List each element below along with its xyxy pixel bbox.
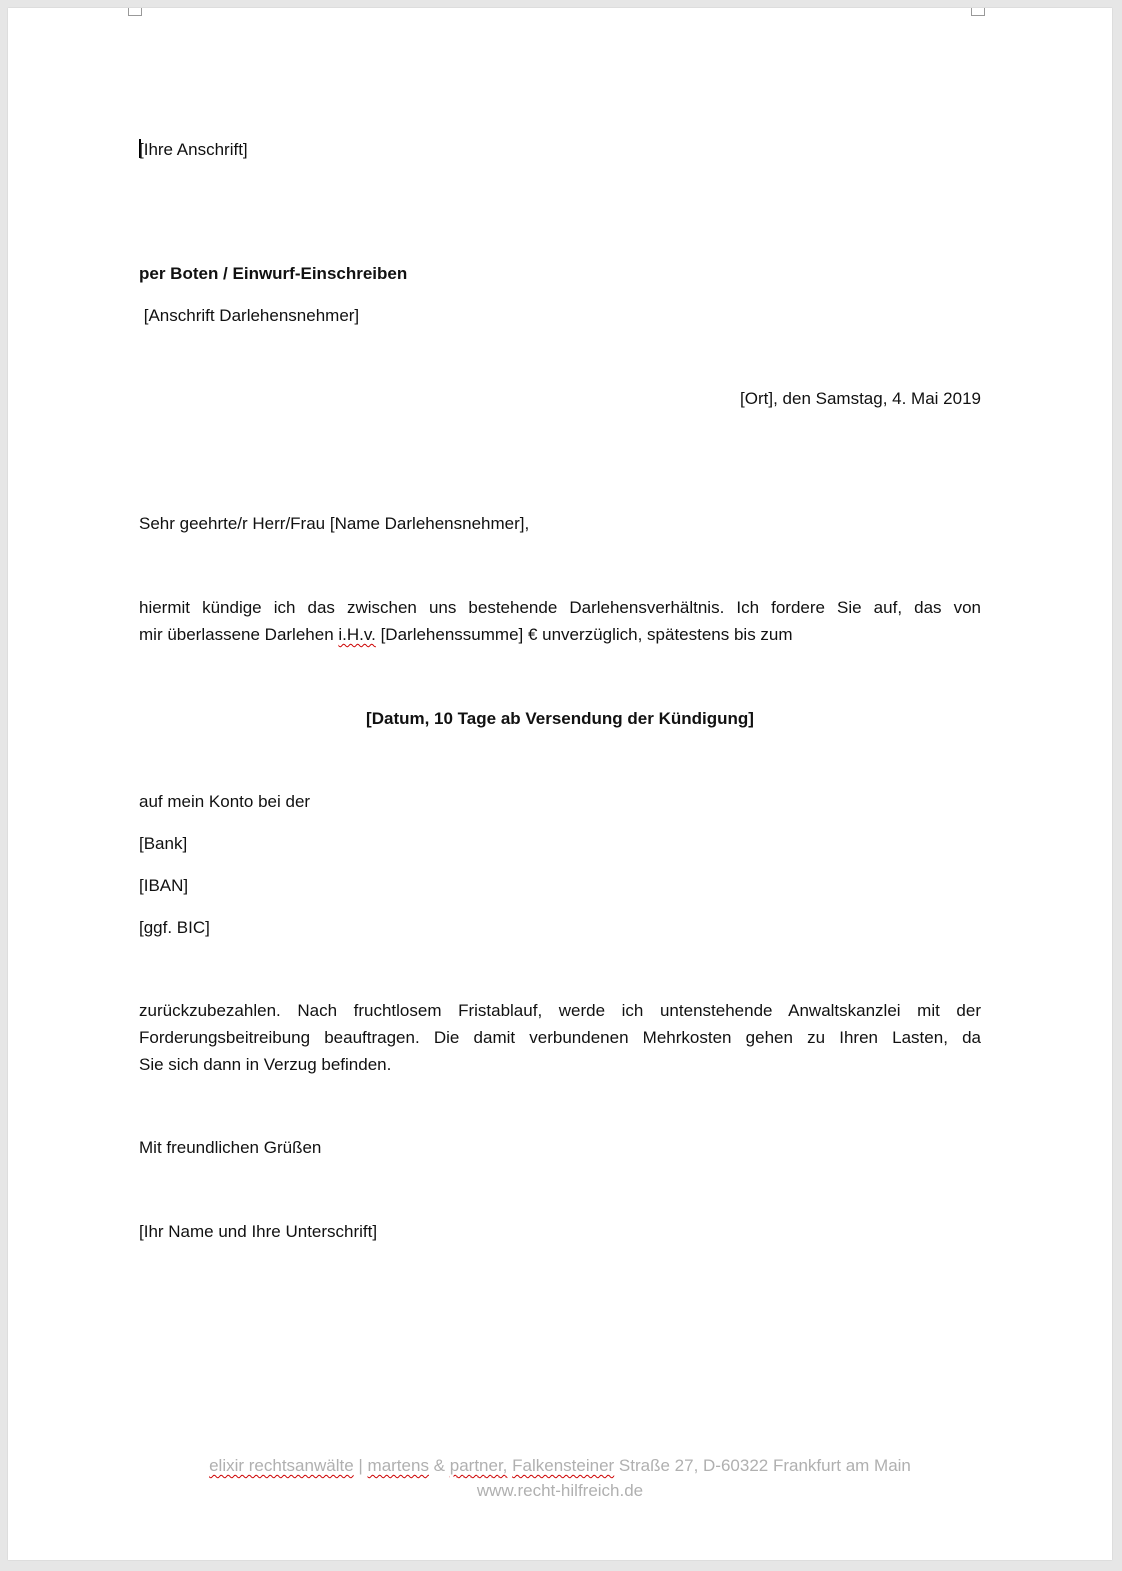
header-marker-icon: [128, 8, 142, 16]
closing[interactable]: Mit freundlichen Grüßen: [139, 1138, 322, 1157]
paragraph-1-line-1[interactable]: hiermit kündige ich das zwischen uns bestehende Darlehensverhältnis. Ich fordere Sie auf, das von: [139, 598, 981, 617]
paragraph-2-line-1[interactable]: zurückzubezahlen. Nach fruchtlosem Fristablauf, werde ich untenstehende Anwaltskanzlei mit der: [139, 1001, 981, 1020]
footer-website[interactable]: www.recht-hilfreich.de: [476, 1481, 644, 1500]
text: &: [428, 1456, 450, 1475]
paragraph-2-line-3[interactable]: Sie sich dann in Verzug befinden.: [139, 1055, 392, 1074]
document-page[interactable]: [8, 8, 1112, 1560]
text: |: [353, 1456, 368, 1475]
sender-address[interactable]: [139, 139, 248, 160]
deadline[interactable]: [Datum, 10 Tage ab Versendung der Kündigung]: [366, 709, 754, 728]
iban-placeholder[interactable]: [IBAN]: [139, 876, 189, 895]
spellcheck-word[interactable]: i.H.v.: [338, 625, 376, 644]
account-intro[interactable]: auf mein Konto bei der: [139, 792, 311, 811]
spellcheck-word[interactable]: elixir rechtsanwälte: [209, 1456, 354, 1475]
salutation[interactable]: Sehr geehrte/r Herr/Frau [Name Darlehensnehmer],: [139, 514, 530, 533]
sender-address-text: [Ihre Anschrift]: [139, 140, 248, 159]
bank-placeholder[interactable]: [Bank]: [139, 834, 188, 853]
signature-placeholder[interactable]: [Ihr Name und Ihre Unterschrift]: [139, 1222, 378, 1241]
text: mir überlassene Darlehen: [139, 625, 339, 644]
spellcheck-word[interactable]: partner,: [449, 1456, 508, 1475]
delivery-method[interactable]: per Boten / Einwurf-Einschreiben: [139, 264, 408, 283]
paragraph-1-line-2[interactable]: [139, 625, 793, 645]
text: Straße 27, D-60322 Frankfurt am Main: [614, 1456, 911, 1475]
spellcheck-word[interactable]: martens: [367, 1456, 429, 1475]
header-marker-icon: [971, 8, 985, 16]
paragraph-2-line-2[interactable]: Forderungsbeitreibung beauftragen. Die damit verbundenen Mehrkosten gehen zu Ihren Lasten, da: [139, 1028, 981, 1047]
text: [Darlehenssumme] € unverzüglich, spätestens bis zum: [375, 625, 793, 644]
bic-placeholder[interactable]: [ggf. BIC]: [139, 918, 210, 937]
recipient-address[interactable]: [Anschrift Darlehensnehmer]: [139, 306, 360, 325]
place-date[interactable]: [Ort], den Samstag, 4. Mai 2019: [740, 389, 981, 408]
spellcheck-word[interactable]: Falkensteiner: [512, 1456, 615, 1475]
footer-address[interactable]: [8, 1455, 1112, 1477]
